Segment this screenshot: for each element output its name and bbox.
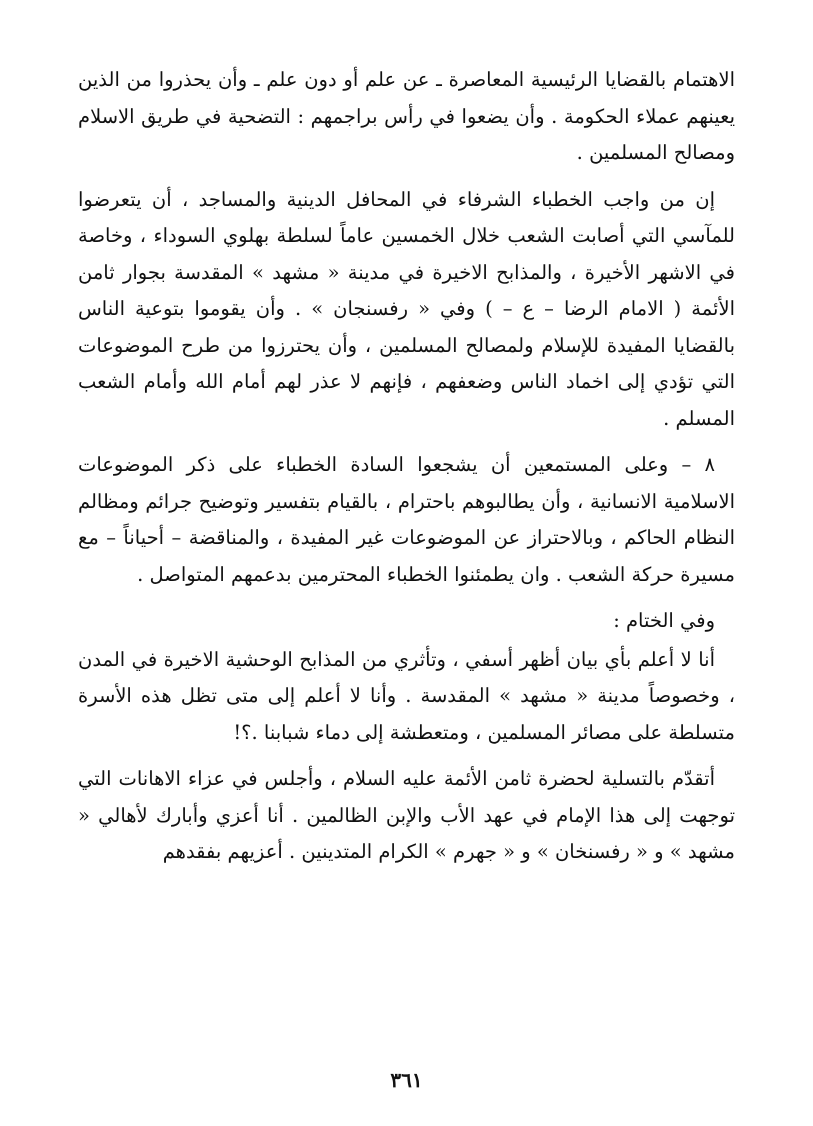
closing-heading: وفي الختام : (613, 609, 715, 632)
page-body (78, 62, 735, 871)
paragraph-1: الاهتمام بالقضايا الرئيسية المعاصرة ـ عن علم أو دون علم ـ وأن يحذروا من الذين يعينهم عملاء الحكومة . وأن يضعوا في رأس براجمهم : التضحية في طريق الاسلام ومصالح المسلمين . (78, 68, 735, 164)
paragraph-3: ٨ – وعلى المستمعين أن يشجعوا السادة الخطباء على ذكر الموضوعات الاسلامية الانسانية ، وأن يطالبوهم باحترام ، بالقيام بتفسير وتوضيح جرائم ومظالم النظام الحاكم ، وبالاحتراز عن الموضوعات غير المفيدة ، والمناقضة – أحياناً – مع مسيرة حركة الشعب . وان يطمئنوا الخطباء المحترمين بدعمهم المتواصل . (78, 453, 735, 586)
paragraph-4: أنا لا أعلم بأي بيان أظهر أسفي ، وتأثري من المذابح الوحشية الاخيرة في المدن ، وخصوصاً مدينة « مشهد » المقدسة . وأنا لا أعلم إلى متى تظل هذه الأسرة متسلطة على مصائر المسلمين ، ومتعطشة إلى دماء شبابنا .؟! (78, 647, 735, 744)
paragraph-2: إن من واجب الخطباء الشرفاء في المحافل الدينية والمساجد ، أن يتعرضوا للمآسي التي أصابت الشعب خلال الخمسين عاماً لسلطة بهلوي السوداء ، وخاصة في الاشهر الأخيرة ، والمذابح الاخيرة في مدينة « مشهد » المقدسة بجوار ثامن الأئمة ( الامام الرضا – ع – ) وفي « رفسنجان » . وأن يقوموا بتوعية الناس بالقضايا المفيدة للإسلام ولمصالح المسلمين ، وأن يحترزوا من طرح الموضوعات التي تؤدي إلى اخماد الناس وضعفهم ، فإنهم لا عذر لهم أمام الله وأمام الشعب المسلم . (78, 187, 735, 430)
paragraph-5: أتقدّم بالتسلية لحضرة ثامن الأئمة عليه السلام ، وأجلس في عزاء الاهانات التي توجهت إلى هذا الإمام في عهد الأب والإبن الظالمين . أنا أعزي وأبارك لأهالي « مشهد » و « رفسنخان » و « جهرم » الكرام المتدينين . أعزيهم بفقدهم (78, 767, 735, 863)
page-number: ٣٦١ (390, 1068, 423, 1092)
